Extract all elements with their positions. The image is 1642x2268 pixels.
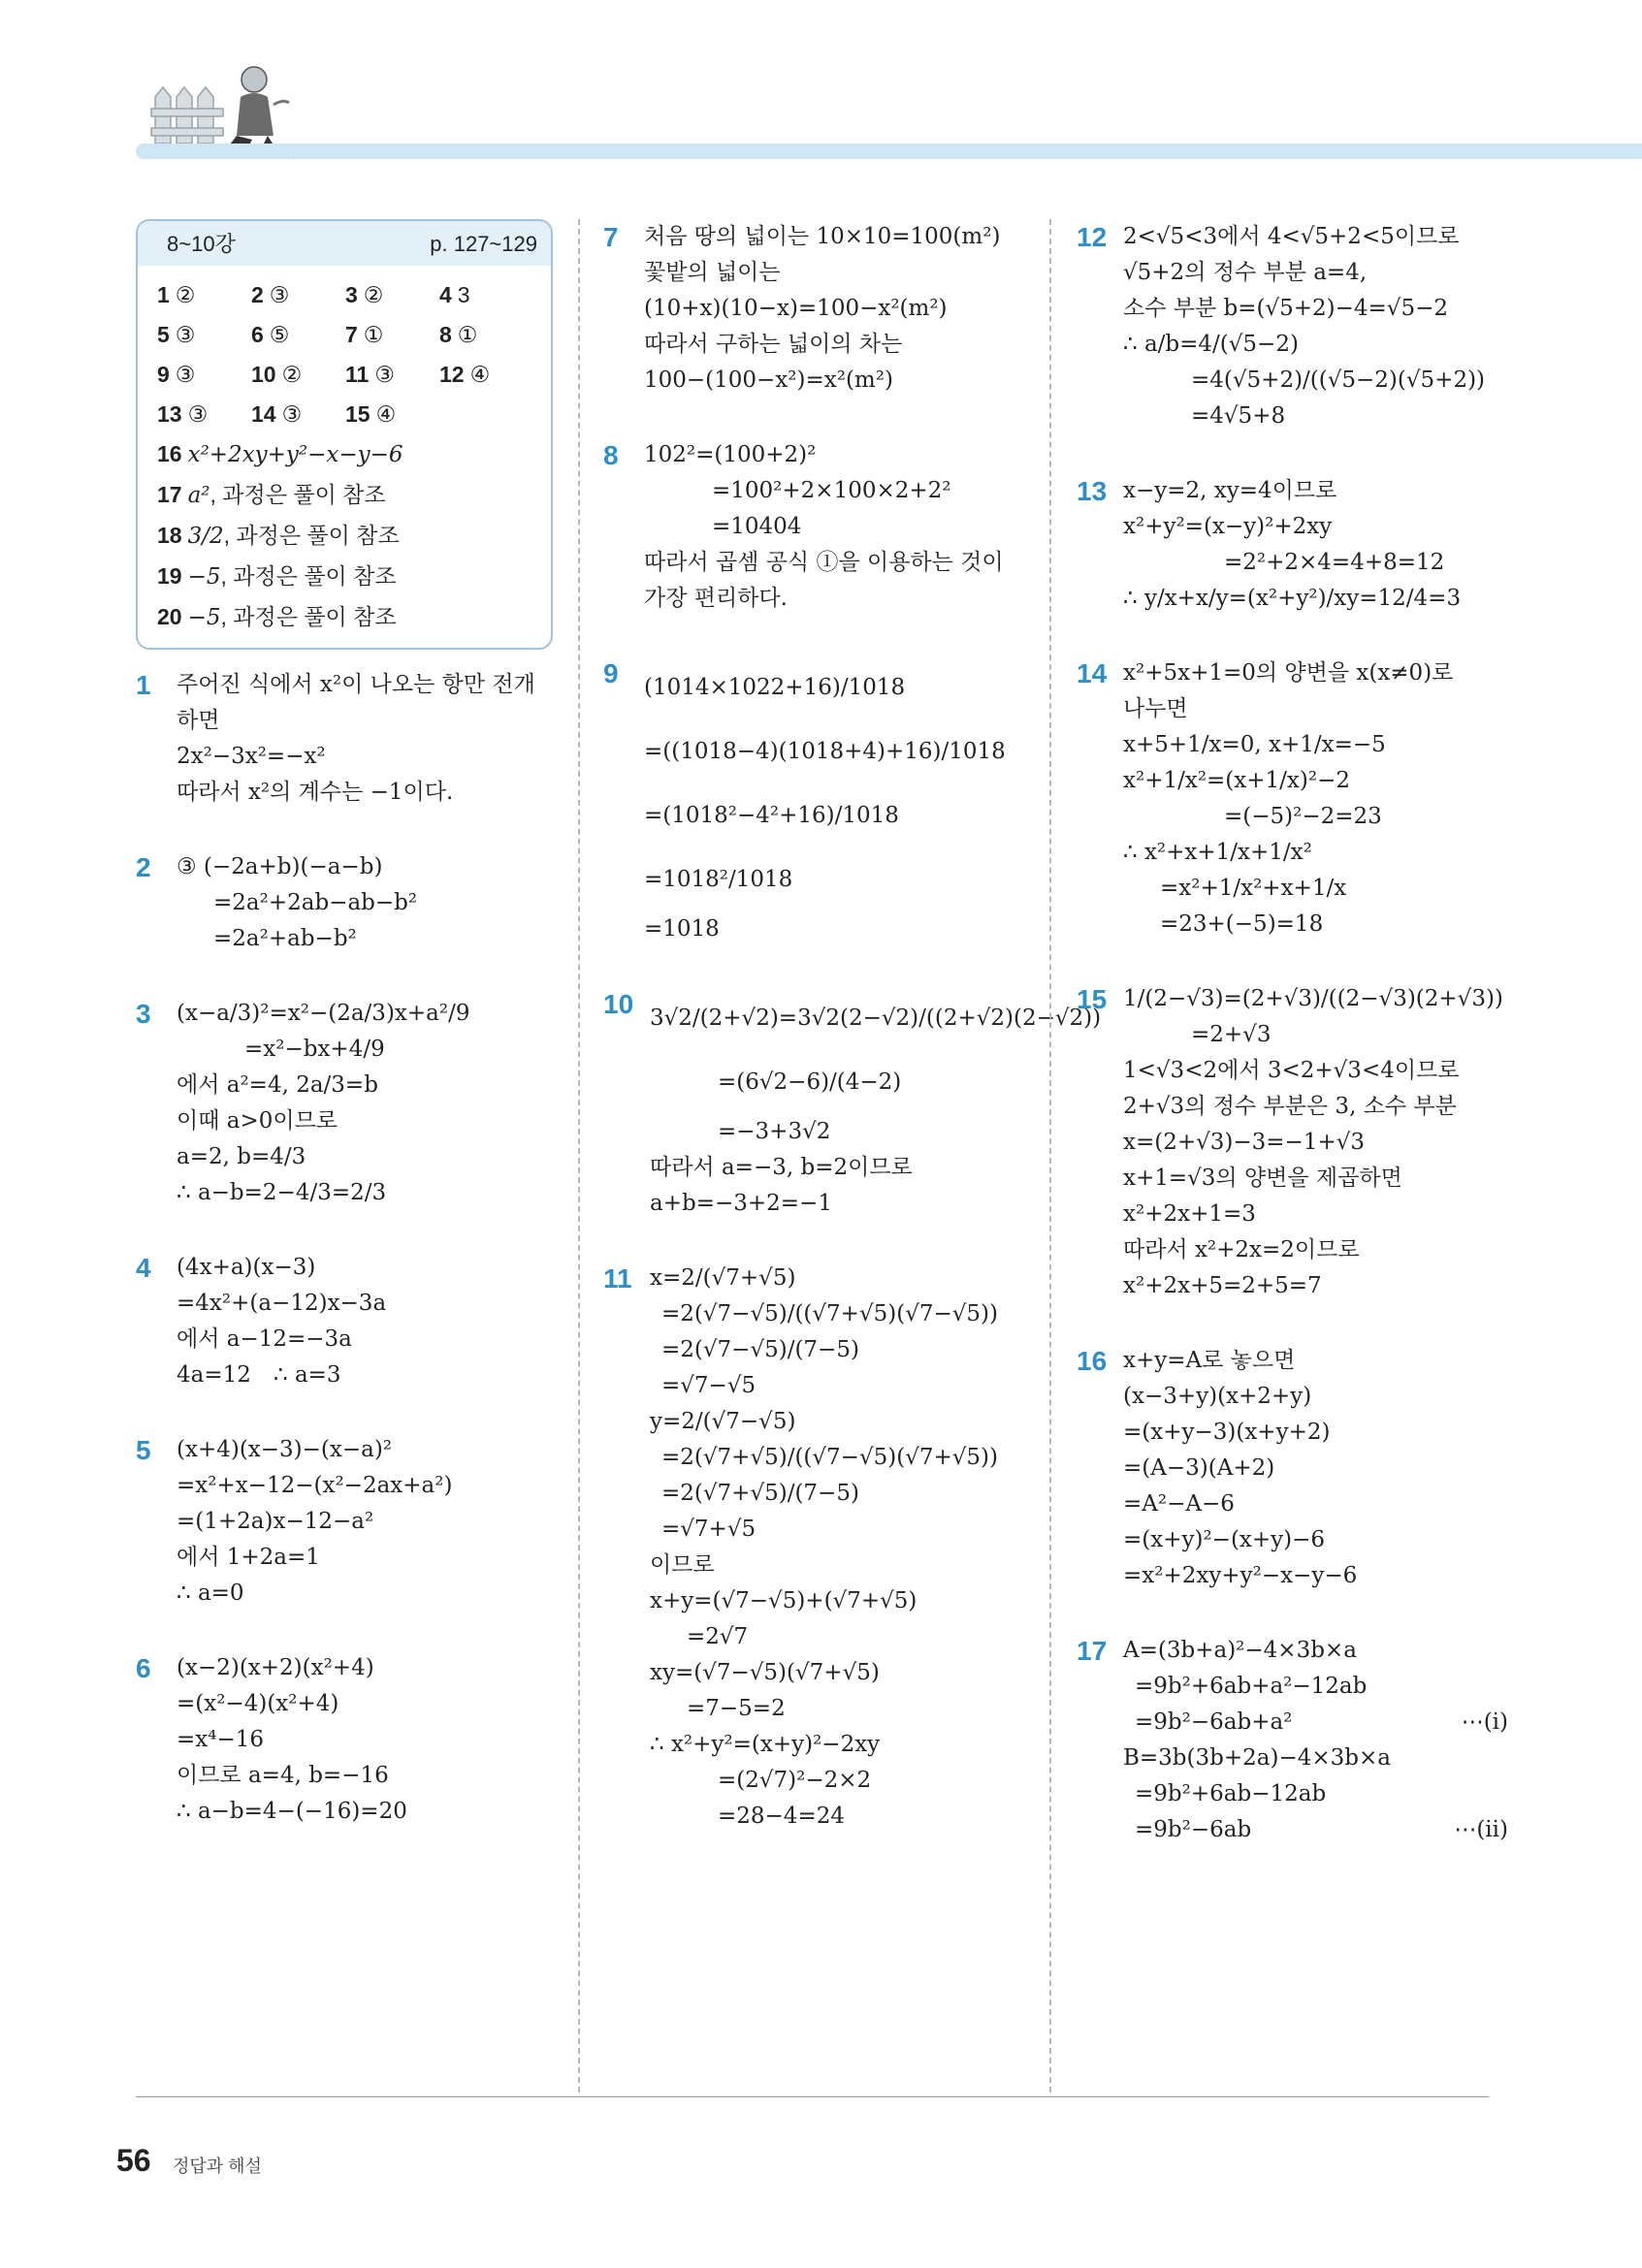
solution-line: =2a²+ab−b² — [213, 926, 357, 951]
problem-number: 5 — [136, 1435, 151, 1465]
solution-line: (x−2)(x+2)(x²+4) — [177, 1655, 374, 1680]
problem-number: 11 — [603, 1263, 632, 1294]
solution-4 — [136, 1250, 553, 1393]
solution-line: 2<√5<3에서 4<√5+2<5이므로 — [1123, 224, 1460, 249]
solution-line: 가장 편리하다. — [644, 586, 788, 611]
solution-line: =(x+y−3)(x+y+2) — [1123, 1420, 1331, 1445]
solution-line: =2a²+2ab−ab−b² — [213, 890, 418, 915]
solution-line: y=2/(√7−√5) — [650, 1409, 796, 1434]
solution-line: =√7+√5 — [661, 1517, 757, 1542]
answer-summary-box — [136, 219, 553, 650]
solution-line: 따라서 구하는 넓이의 차는 — [644, 332, 903, 357]
problem-number: 10 — [603, 989, 634, 1019]
step-marker: ⋯(ⅱ) — [1454, 1817, 1508, 1842]
solution-line: 처음 땅의 넓이는 10×10=100(m²) — [644, 224, 1001, 249]
solution-12 — [1077, 219, 1508, 434]
solution-line: =1018²/1018 — [644, 866, 793, 892]
solution-line: =4√5+8 — [1191, 403, 1286, 429]
solution-line: =2(√7−√5)/(7−5) — [661, 1337, 859, 1362]
solution-line: =x²+2xy+y²−x−y−6 — [1123, 1563, 1358, 1588]
solution-line: (x+4)(x−3)−(x−a)² — [177, 1437, 393, 1462]
solution-line: 1<√3<2에서 3<2+√3<4이므로 — [1123, 1058, 1460, 1083]
page-number: 56 — [116, 2143, 151, 2178]
answer-summary-header — [138, 221, 551, 266]
solution-line: (x−a/3)²=x²−(2a/3)x+a²/9 — [177, 1001, 470, 1026]
solution-line: 따라서 곱셈 공식 ①을 이용하는 것이 — [644, 550, 1004, 575]
solution-line: 소수 부분 b=(√5+2)−4=√5−2 — [1123, 296, 1448, 321]
solution-line: =x²+x−12−(x²−2ax+a²) — [177, 1473, 453, 1498]
long-answer: 18 3/2, 과정은 풀이 참조 — [157, 523, 400, 549]
solution-line: B=3b(3b+2a)−4×3b×a — [1123, 1745, 1391, 1771]
solution-line: =9b²+6ab+a²−12ab — [1135, 1674, 1368, 1699]
solution-line: =2√7 — [687, 1624, 749, 1649]
solution-line: ∴ a=0 — [177, 1581, 244, 1606]
column-3 — [1077, 219, 1508, 1848]
solution-line: =A²−A−6 — [1123, 1491, 1235, 1517]
solution-line: 이므로 a=4, b=−16 — [177, 1763, 389, 1788]
solution-line: ③ (−2a+b)(−a−b) — [177, 854, 383, 879]
solution-line: =2(√7+√5)/(7−5) — [661, 1481, 859, 1506]
solution-line: =2+√3 — [1191, 1022, 1272, 1047]
solution-line: x=(2+√3)−3=−1+√3 — [1123, 1130, 1366, 1155]
solution-line: =x²+1/x²+x+1/x — [1160, 876, 1347, 901]
solution-line: =4(√5+2)/((√5−2)(√5+2)) — [1191, 367, 1486, 393]
column-divider — [1049, 219, 1051, 2092]
solution-17 — [1077, 1633, 1508, 1848]
solution-line: =((1018−4)(1018+4)+16)/1018 — [644, 738, 1006, 764]
solution-line: ∴ x²+x+1/x+1/x² — [1123, 840, 1312, 865]
problem-number: 16 — [1077, 1346, 1108, 1376]
answer-item: 13 ③ — [157, 401, 209, 427]
problem-number: 13 — [1077, 476, 1108, 506]
solution-16 — [1077, 1343, 1508, 1594]
solution-line: (4x+a)(x−3) — [177, 1255, 316, 1280]
solution-line: =23+(−5)=18 — [1160, 911, 1324, 937]
solution-line: 에서 a²=4, 2a/3=b — [177, 1072, 378, 1098]
answer-item: 5 ③ — [157, 322, 196, 347]
solution-line: x²+2x+5=2+5=7 — [1123, 1273, 1322, 1298]
solution-line: x+y=A로 놓으면 — [1123, 1348, 1296, 1373]
solution-line: =(2√7)²−2×2 — [718, 1768, 872, 1793]
solution-line: =(−5)²−2=23 — [1224, 804, 1382, 829]
answer-item: 3 ② — [345, 282, 384, 307]
solution-line: 3√2/(2+√2)=3√2(2−√2)/((2+√2)(2−√2)) — [650, 1005, 1102, 1031]
problem-number: 8 — [603, 440, 619, 470]
solution-line: (x−3+y)(x+2+y) — [1123, 1384, 1312, 1409]
solution-line: 1/(2−√3)=(2+√3)/((2−√3)(2+√3)) — [1123, 986, 1503, 1011]
solution-line: A=(3b+a)²−4×3b×a — [1123, 1638, 1357, 1663]
problem-number: 17 — [1077, 1636, 1108, 1666]
solution-15 — [1077, 981, 1508, 1304]
answer-item: 12 ④ — [439, 362, 491, 387]
solution-5 — [136, 1432, 553, 1612]
problem-number: 2 — [136, 852, 151, 882]
solution-line: =28−4=24 — [718, 1804, 845, 1829]
solution-line: =(x+y)²−(x+y)−6 — [1123, 1527, 1326, 1552]
solution-line: =4x²+(a−12)x−3a — [177, 1291, 387, 1316]
solution-line: 2x²−3x²=−x² — [177, 744, 326, 769]
problem-number: 6 — [136, 1653, 151, 1683]
solution-line: =(1018²−4²+16)/1018 — [644, 802, 899, 828]
problem-number: 1 — [136, 670, 151, 700]
answer-item: 15 ④ — [345, 401, 397, 427]
answer-item: 6 ⑤ — [251, 322, 290, 347]
answer-item: 14 ③ — [251, 401, 303, 427]
footer-label: 정답과 해설 — [173, 2156, 262, 2176]
solution-3 — [136, 996, 553, 1211]
solution-line: =x⁴−16 — [177, 1727, 265, 1752]
solution-line: ∴ a/b=4/(√5−2) — [1123, 332, 1299, 357]
solution-line: 이때 a>0이므로 — [177, 1108, 338, 1134]
answer-item: 10 ② — [251, 362, 303, 387]
problem-number: 14 — [1077, 658, 1108, 688]
answer-item: 1 ② — [157, 282, 196, 307]
solution-line: =1018 — [644, 916, 720, 942]
footer-divider — [136, 2096, 1489, 2097]
solution-line: x=2/(√7+√5) — [650, 1265, 796, 1291]
problem-number: 15 — [1077, 984, 1108, 1014]
answer-item: 2 ③ — [251, 282, 290, 307]
solution-11 — [603, 1261, 1030, 1835]
solution-line: =9b²+6ab−12ab — [1135, 1781, 1327, 1806]
solution-line: 따라서 x²+2x=2이므로 — [1123, 1237, 1360, 1262]
solution-line: (10+x)(10−x)=100−x²(m²) — [644, 296, 948, 321]
solution-line: xy=(√7−√5)(√7+√5) — [650, 1660, 880, 1685]
header-band — [136, 144, 1642, 159]
answer-item: 7 ① — [345, 322, 384, 347]
solution-line: 주어진 식에서 x²이 나오는 항만 전개 — [177, 672, 535, 697]
solution-8 — [603, 437, 1030, 617]
column-divider — [578, 219, 580, 2092]
solution-line: =x²−bx+4/9 — [244, 1037, 385, 1062]
solution-line: 따라서 x²의 계수는 −1이다. — [177, 780, 454, 805]
solution-line: ∴ y/x+x/y=(x²+y²)/xy=12/4=3 — [1123, 586, 1462, 611]
solution-line: =2²+2×4=4+8=12 — [1224, 550, 1445, 575]
solution-1 — [136, 667, 553, 811]
problem-number: 3 — [136, 999, 151, 1029]
solution-line: 2+√3의 정수 부분은 3, 소수 부분 — [1123, 1094, 1457, 1119]
solution-line: =9b²−6ab+a² — [1135, 1709, 1293, 1735]
solution-line: ∴ a=3 — [274, 1362, 341, 1388]
page-range: p. 127~129 — [430, 231, 537, 256]
long-answer: 19 −5, 과정은 풀이 참조 — [157, 563, 397, 590]
solution-7 — [603, 219, 1030, 399]
short-answer-grid — [157, 275, 535, 434]
solution-line: 나누면 — [1123, 696, 1188, 721]
solution-line: 102²=(100+2)² — [644, 442, 817, 467]
solution-line: x+y=(√7−√5)+(√7+√5) — [650, 1588, 918, 1613]
solution-line: x−y=2, xy=4이므로 — [1123, 478, 1337, 503]
lecture-range: 8~10강 — [167, 231, 236, 256]
solution-line: 4a=12 — [177, 1362, 251, 1388]
solution-line: √5+2의 정수 부분 a=4, — [1123, 260, 1368, 285]
answer-item: 4 3 — [439, 282, 470, 307]
solution-line: =√7−√5 — [661, 1373, 757, 1398]
solution-line: =2(√7−√5)/((√7+√5)(√7−√5)) — [661, 1301, 998, 1326]
long-answer: 17 a², 과정은 풀이 참조 — [157, 482, 386, 508]
solution-line: x²+1/x²=(x+1/x)²−2 — [1123, 768, 1350, 793]
solution-14 — [1077, 655, 1508, 942]
solution-line: x²+y²=(x−y)²+2xy — [1123, 514, 1333, 539]
solution-6 — [136, 1650, 553, 1830]
solution-2 — [136, 849, 553, 957]
solution-line: ∴ a−b=2−4/3=2/3 — [177, 1180, 387, 1205]
problem-number: 9 — [603, 658, 619, 688]
problem-number: 12 — [1077, 222, 1108, 252]
solution-line: x²+5x+1=0의 양변을 x(x≠0)로 — [1123, 660, 1454, 686]
solution-line: =(A−3)(A+2) — [1123, 1455, 1275, 1481]
step-marker: ⋯(ⅰ) — [1461, 1709, 1508, 1735]
solution-line: 꽃밭의 넓이는 — [644, 260, 781, 285]
solution-line: ∴ x²+y²=(x+y)²−2xy — [650, 1732, 881, 1757]
solution-line: =10404 — [712, 514, 802, 539]
answer-item: 9 ③ — [157, 362, 196, 387]
solution-line: =7−5=2 — [687, 1696, 786, 1721]
solution-line: =(x²−4)(x²+4) — [177, 1691, 339, 1716]
solution-line: x²+2x+1=3 — [1123, 1201, 1256, 1227]
solution-line: x+5+1/x=0, x+1/x=−5 — [1123, 732, 1386, 757]
long-answer: 20 −5, 과정은 풀이 참조 — [157, 604, 397, 630]
solution-line: (1014×1022+16)/1018 — [644, 674, 906, 700]
solution-line: 하면 — [177, 708, 220, 733]
solution-line: a=2, b=4/3 — [177, 1144, 306, 1169]
column-1 — [136, 219, 553, 1869]
solution-line: =9b²−6ab — [1135, 1817, 1252, 1842]
solution-line: =(1+2a)x−12−a² — [177, 1509, 374, 1534]
answer-item: 8 ① — [439, 322, 478, 347]
solution-line: 에서 1+2a=1 — [177, 1545, 320, 1570]
answer-summary-body — [138, 266, 551, 648]
problem-number: 4 — [136, 1253, 151, 1283]
solution-line: 에서 a−12=−3a — [177, 1326, 352, 1352]
solution-line: =2(√7+√5)/((√7−√5)(√7+√5)) — [661, 1445, 998, 1470]
solution-line: =−3+3√2 — [718, 1119, 831, 1144]
solution-line: 100−(100−x²)=x²(m²) — [644, 367, 893, 393]
solution-line: a+b=−3+2=−1 — [650, 1191, 832, 1216]
solution-13 — [1077, 473, 1508, 617]
solution-line: 이므로 — [650, 1552, 715, 1578]
problem-number: 7 — [603, 222, 619, 252]
solution-line: x+1=√3의 양변을 제곱하면 — [1123, 1166, 1402, 1191]
solution-line: ∴ a−b=4−(−16)=20 — [177, 1799, 407, 1824]
solution-9 — [603, 655, 1030, 947]
long-answer: 16 x²+2xy+y²−x−y−6 — [157, 441, 403, 467]
solution-line: 따라서 a=−3, b=2이므로 — [650, 1155, 913, 1180]
solution-line: =100²+2×100×2+2² — [712, 478, 951, 503]
solution-line: =(6√2−6)/(4−2) — [718, 1069, 902, 1095]
answer-item: 11 ③ — [345, 362, 395, 387]
